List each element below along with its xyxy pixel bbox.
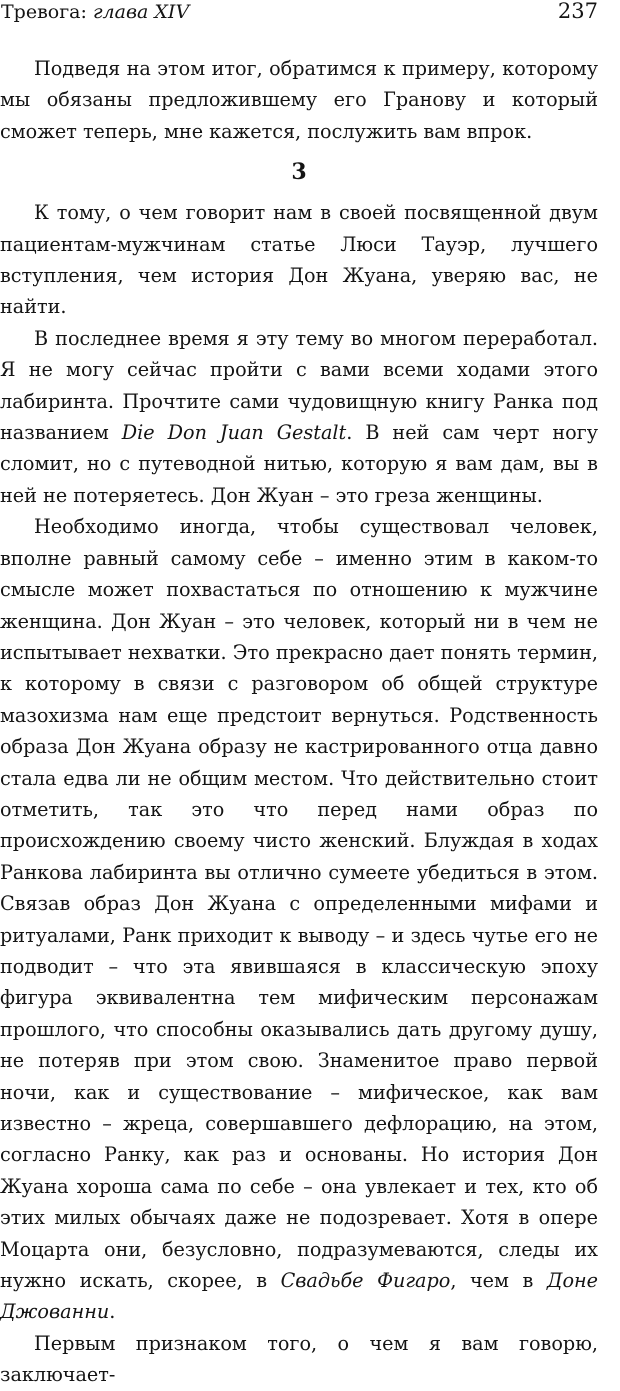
running-title-prefix: Тревога: — [1, 1, 93, 23]
opera-title-don-giovanni: Доне Джованни — [0, 1269, 598, 1324]
running-head — [0, 0, 598, 30]
paragraph-4-text-after: . — [109, 1300, 116, 1324]
page-number: 237 — [557, 0, 598, 23]
paragraph-3 — [0, 323, 598, 511]
paragraph-4 — [0, 511, 598, 1328]
book-title-don-juan-gestalt: Die Don Juan Gestalt — [121, 421, 347, 445]
paragraph-3-text-after: . В ней сам черт ногу сломит, но с путеводной нитью, которую я вам дам, вы в ней не потеряетесь. Дон Жуан – это греза женщины. — [0, 421, 599, 507]
paragraph-4-text-middle: , чем в — [450, 1269, 547, 1293]
paragraph-3-text-before: В последнее время я эту тему во многом переработал. Я не могу сейчас пройти с вами всеми ходами этого лабиринта. Прочтите сами чудовищную книгу Ранка под названием — [0, 326, 598, 445]
running-title-chapter: глава XIV — [92, 1, 190, 23]
paragraph-1: Подведя на этом итог, обратимся к примеру, которому мы обязаны предложившему его Гранову и который сможет теперь, мне кажется, послужить вам впрок. — [0, 57, 598, 143]
paragraph-4-text-before: Необходимо иногда, чтобы существовал человек, вполне равный самому себе – именно этим в каком-то смысле может похвастаться по отношению к мужчине женщина. Дон Жуан – это человек, который ни в чем не испытывает нехватки. Это прекрасно дает понять термин, к которому в связи с разговором об общей структуре мазохизма нам еще предстоит вернуться. Родственность образа Дон Жуана образу не кастрированного отца давно стала едва ли не общим местом. Что действительно стоит отметить, так это что перед нами образ по происхождению своему чисто женский. Блуждая в ходах Ранкова лабиринта вы отлично сумеете убедиться в этом. Связав образ Дон Жуана с определенными мифами и ритуалами, Ранк приходит к выводу – и здесь чутье его не подводит – что эта явившаяся в классическую эпоху фигура эквивалентна тем мифическим персонажам прошлого, что способны оказывались дать другому душу, не потеряв при этом свою. Знаменитое право первой ночи, как и существование – мифическое, как вам известно – жреца, совершавшего дефлорацию, на этом, согласно Ранку, как раз и основаны. Но история Дон Жуана хороша сама по себе – она увлекает и тех, кто об этих милых обычаях даже не подозревает. Хотя в опере Моцарта они, безусловно, подразумеваются, следы их нужно искать, скорее, в — [0, 515, 598, 1293]
body-text — [0, 53, 598, 1391]
running-title — [1, 0, 189, 24]
paragraph-2: К тому, о чем говорит нам в своей посвященной двум пациентам-мужчинам статье Люси Тауэр, лучшего вступления, чем история Дон Жуана, уверяю вас, не найти. — [0, 201, 598, 319]
opera-title-figaro: Свадьбе Фигаро — [280, 1269, 451, 1293]
section-number: 3 — [291, 159, 307, 186]
paragraph-5: Первым признаком того, о чем я вам говорю, заключает- — [0, 1331, 598, 1387]
